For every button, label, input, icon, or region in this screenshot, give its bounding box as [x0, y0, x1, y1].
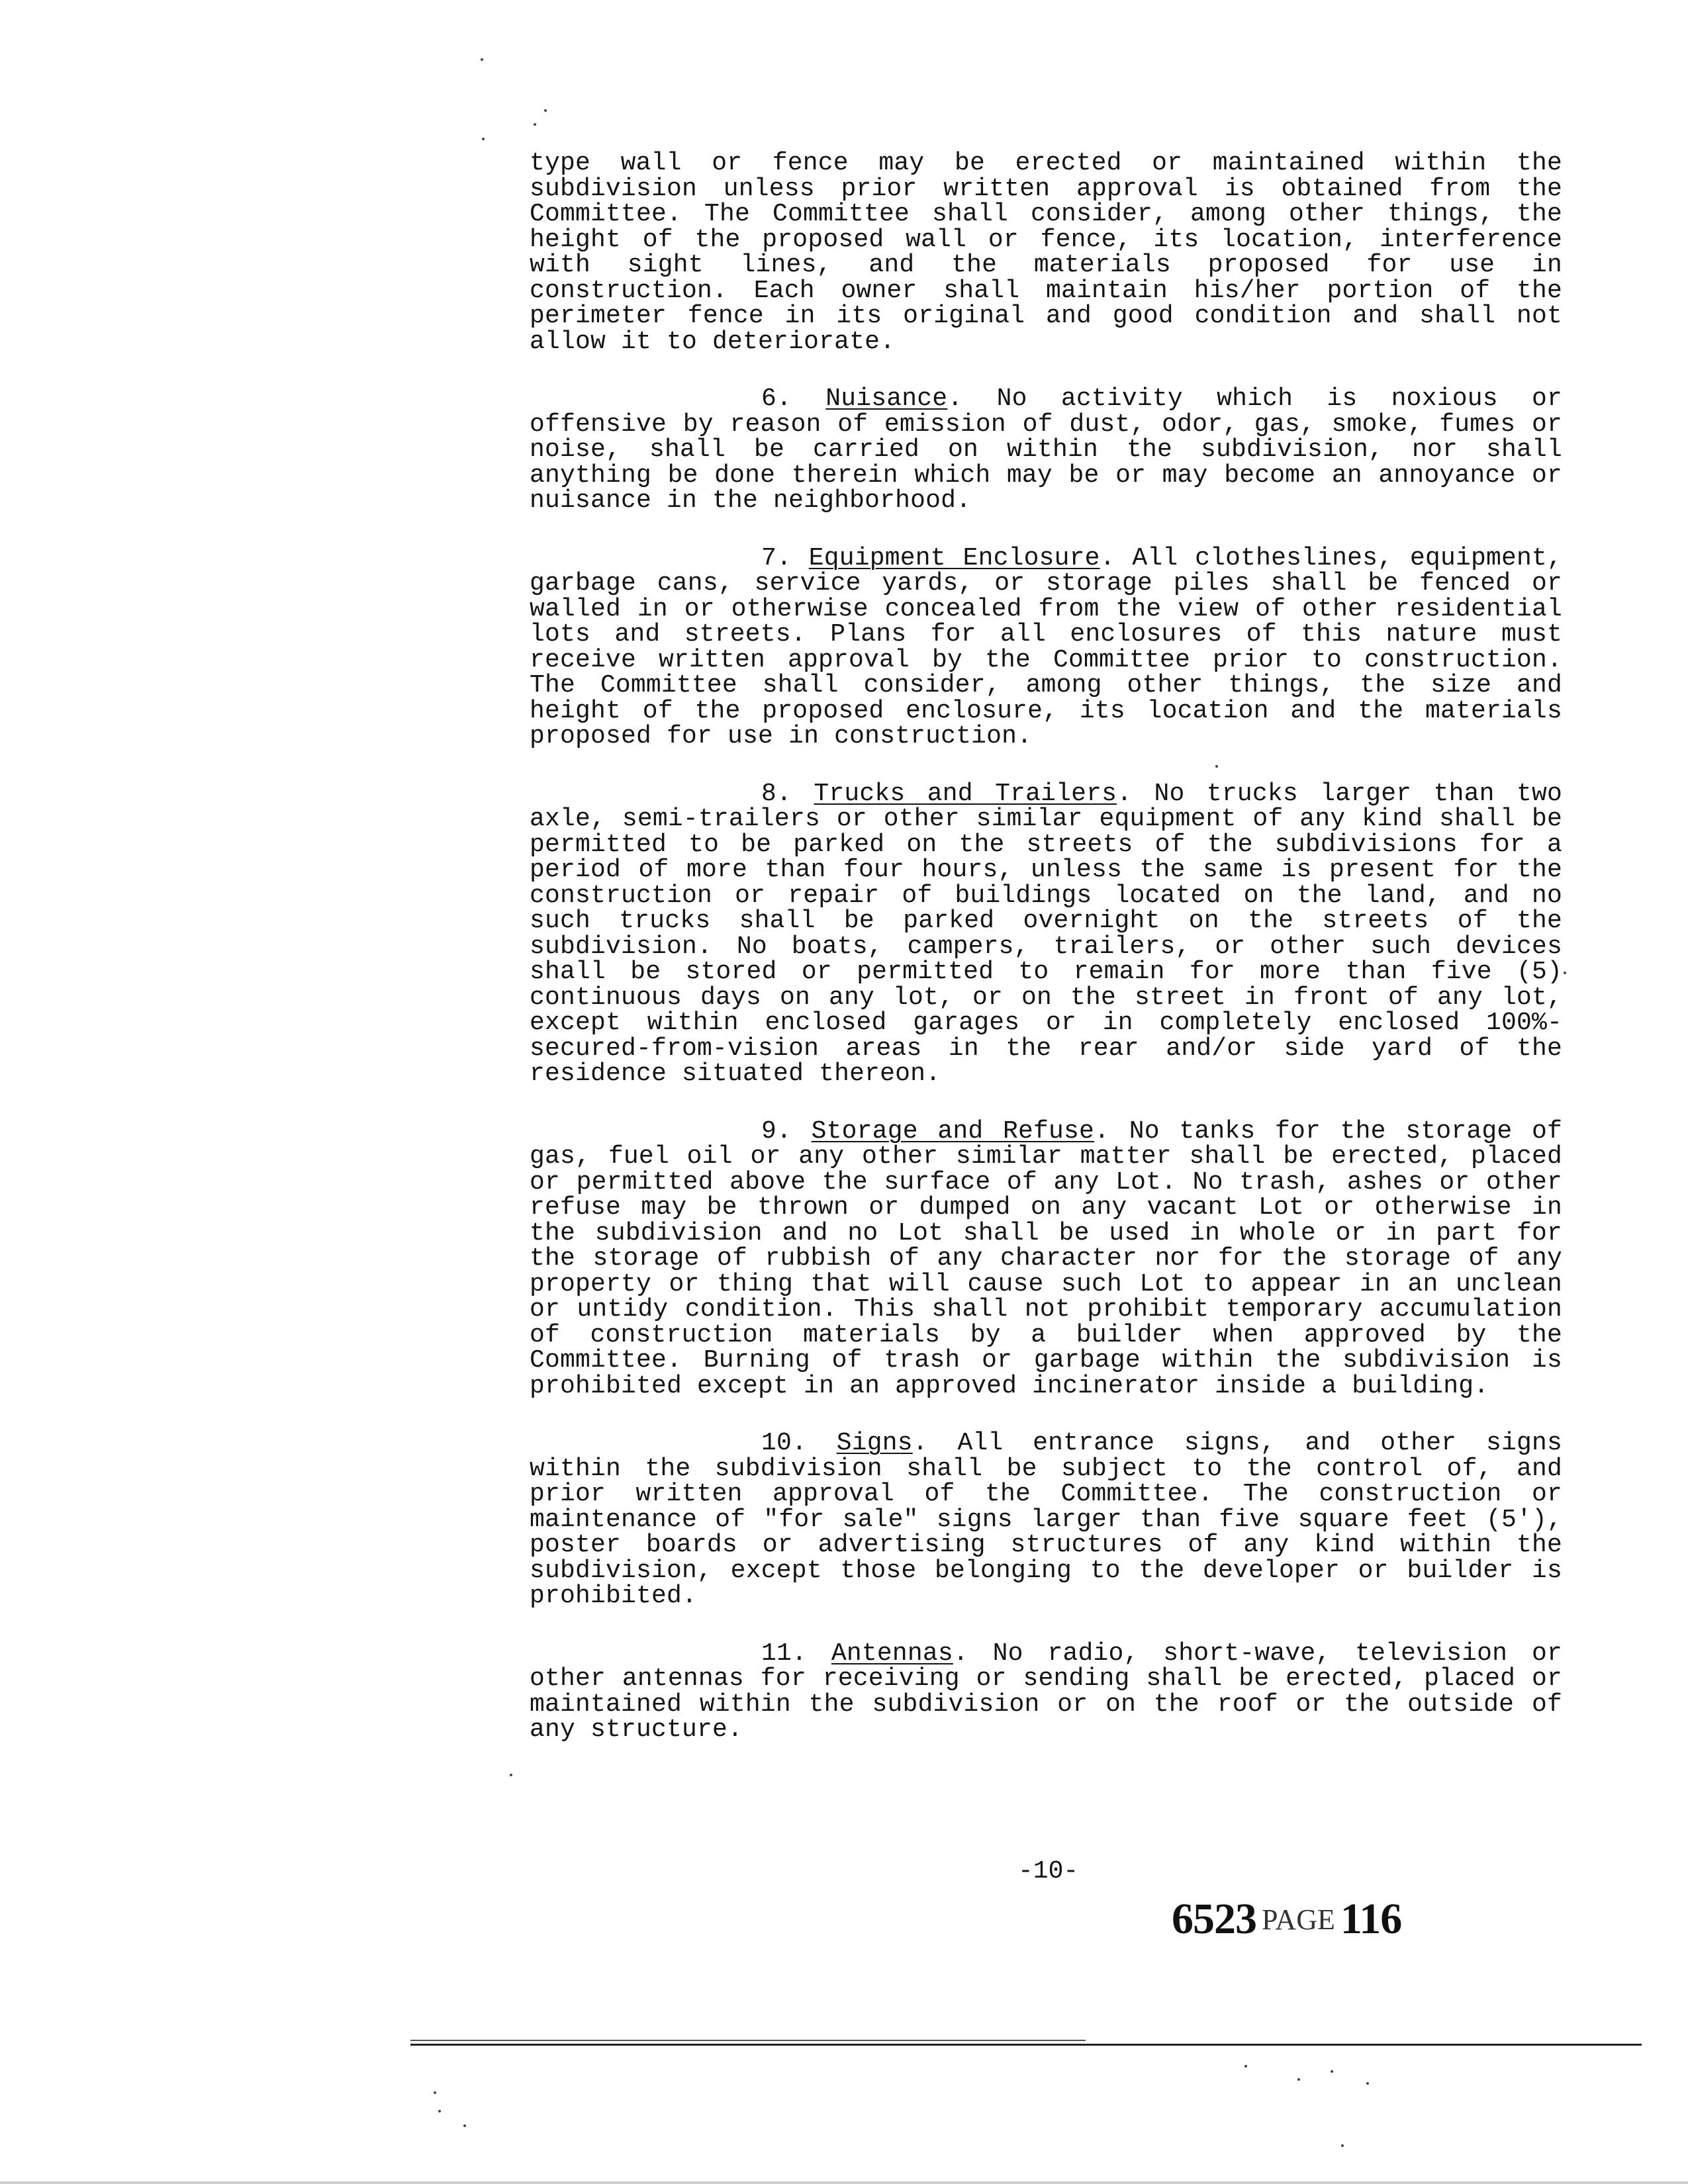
section-text: No trucks larger than two axle, semi-trailers or other similar equipment of any kind shall be permitted to be parked on the streets of the subdivisions for a period of more than four hours, unless the same is present for the construction or repair of buildings located on the land, and no such trucks shall be parked overnight on the streets of the subdivision. No boats, campers, trailers, or other such devices shall be stored or permitted to remain for more than five (5) continuous days on any lot, or on the street in front of any lot, except within enclosed garages or in completely enclosed 100%-secured-from-vision areas in the rear and/or side yard of the residence situated thereon.: [530, 779, 1562, 1088]
section-text: All entrance signs, and other signs within the subdivision shall be subject to the control of, and prior written approval of the Committee. The construction or maintenance of "for sale" signs larger than five square feet (5'), poster boards or advertising structures of any kind within the subdivision, except those belonging to the developer or builder is prohibited.: [530, 1429, 1562, 1610]
section-heading: Nuisance: [825, 385, 948, 413]
section-number: 7.: [761, 543, 792, 572]
section-number: 9.: [761, 1116, 792, 1146]
continued-paragraph: [530, 151, 1562, 355]
scan-speck: [482, 138, 485, 140]
section-number: 10.: [761, 1429, 808, 1457]
section-heading: Signs: [836, 1429, 913, 1457]
scan-speck: [544, 109, 547, 112]
section-number: 11.: [761, 1639, 808, 1668]
section-number: 6.: [761, 385, 792, 413]
page-number: -10-: [1018, 1857, 1079, 1886]
scan-speck: [1564, 972, 1566, 974]
scan-speck: [510, 1774, 512, 1776]
document-body: [530, 151, 1562, 1775]
section-trucks-and-trailers: 8. Trucks and Trailers. No trucks larger than two axle, semi-trailers or other similar equipment of any kind shall be permitted to be parked on the streets of the subdivisions for a period of more than four hours, unless the same is present for the construction or repair of buildings located on the land, and no such trucks shall be parked overnight on the streets of the subdivision. No boats, campers, trailers, or other such devices shall be stored or permitted to remain for more than five (5) continuous days on any lot, or on the street in front of any lot, except within enclosed garages or in completely enclosed 100%-secured-from-vision areas in the rear and/or side yard of the residence situated thereon.: [530, 779, 1562, 1088]
stamp-book-number: 6523: [1172, 1895, 1256, 1943]
section-nuisance: 6. Nuisance. No activity which is noxious or offensive by reason of emission of dust, odor, gas, smoke, fumes or noise, shall be carried on within the subdivision, nor shall anything be done therein which may be or may become an annoyance or nuisance in the neighborhood.: [530, 385, 1562, 515]
scan-speck: [481, 58, 483, 61]
scan-speck: [534, 123, 536, 126]
scan-speck: [1215, 765, 1218, 768]
scan-speck: [1366, 2082, 1369, 2085]
scan-speck: [434, 2091, 436, 2094]
section-equipment-enclosure: 7. Equipment Enclosure. All clotheslines, equipment, garbage cans, service yards, or storage piles shall be fenced or walled in or otherwise concealed from the view of other residential lots and streets. Plans for all enclosures of this nature must receive written approval by the Committee prior to construction. The Committee shall consider, among other things, the size and height of the proposed enclosure, its location and the materials proposed for use in construction.: [530, 543, 1562, 751]
section-text: All clotheslines, equipment, garbage cans, service yards, or storage piles shall be fenced or walled in or otherwise concealed from the view of other residential lots and streets. Plans for all enclosures of this nature must receive written approval by the Committee prior to construction. The Committee shall consider, among other things, the size and height of the proposed enclosure, its location and the materials proposed for use in construction.: [530, 543, 1562, 751]
stamp-page-label: PAGE: [1262, 1903, 1335, 1936]
scan-speck: [1341, 2144, 1344, 2147]
scan-divider-line: [410, 2044, 1642, 2046]
section-text: No tanks for the storage of gas, fuel oil or any other similar matter shall be erected, placed or permitted above the surface of any Lot. No trash, ashes or other refuse may be thrown or dumped on any vacant Lot or otherwise in the subdivision and no Lot shall be used in whole or in part for the storage of rubbish of any character nor for the storage of any property or thing that will cause such Lot to appear in an unclean or untidy condition. This shall not prohibit temporary accumulation of construction materials by a builder when approved by the Committee. Burning of trash or garbage within the subdivision is prohibited except in an approved incinerator inside a building.: [530, 1116, 1562, 1400]
scan-speck: [1244, 2065, 1247, 2068]
section-storage-and-refuse: 9. Storage and Refuse. No tanks for the storage of gas, fuel oil or any other similar matter shall be erected, placed or permitted above the surface of any Lot. No trash, ashes or other refuse may be thrown or dumped on any vacant Lot or otherwise in the subdivision and no Lot shall be used in whole or in part for the storage of rubbish of any character nor for the storage of any property or thing that will cause such Lot to appear in an unclean or untidy condition. This shall not prohibit temporary accumulation of construction materials by a builder when approved by the Committee. Burning of trash or garbage within the subdivision is prohibited except in an approved incinerator inside a building.: [530, 1116, 1562, 1400]
scan-speck: [438, 2110, 441, 2113]
scan-speck: [463, 2124, 466, 2127]
scan-bottom-edge: [0, 2181, 1688, 2184]
recording-stamp: [1172, 1894, 1401, 1944]
section-text: No radio, short-wave, television or other antennas for receiving or sending shall be erected, placed or maintained within the subdivision or on the roof or the outside of any structure.: [530, 1639, 1562, 1744]
section-heading: Antennas: [831, 1639, 953, 1668]
section-heading: Trucks and Trailers: [814, 779, 1117, 808]
scan-speck: [1297, 2078, 1300, 2081]
section-heading: Storage and Refuse: [811, 1116, 1095, 1146]
section-signs: 10. Signs. All entrance signs, and other signs within the subdivision shall be subject to the control of, and prior written approval of the Committee. The construction or maintenance of "for sale" signs larger than five square feet (5'), poster boards or advertising structures of any kind within the subdivision, except those belonging to the developer or builder is prohibited.: [530, 1429, 1562, 1610]
section-heading: Equipment Enclosure: [808, 543, 1100, 572]
section-number: 8.: [761, 779, 792, 808]
scan-speck: [1331, 2070, 1333, 2073]
section-text: No activity which is noxious or offensive by reason of emission of dust, odor, gas, smoke, fumes or noise, shall be carried on within the subdivision, nor shall anything be done therein which may be or may become an annoyance or nuisance in the neighborhood.: [530, 385, 1562, 515]
scan-artifact-line: [410, 2040, 1086, 2041]
section-antennas: 11. Antennas. No radio, short-wave, television or other antennas for receiving or sending shall be erected, placed or maintained within the subdivision or on the roof or the outside of any structure.: [530, 1639, 1562, 1744]
stamp-page-number: 116: [1340, 1895, 1402, 1943]
paragraph-text: type wall or fence may be erected or maintained within the subdivision unless prior written approval is obtained from the Committee. The Committee shall consider, among other things, the height of the proposed wall or fence, its location, interference with sight lines, and the materials proposed for use in construction. Each owner shall maintain his/her portion of the perimeter fence in its original and good condition and shall not allow it to deteriorate.: [530, 149, 1562, 356]
